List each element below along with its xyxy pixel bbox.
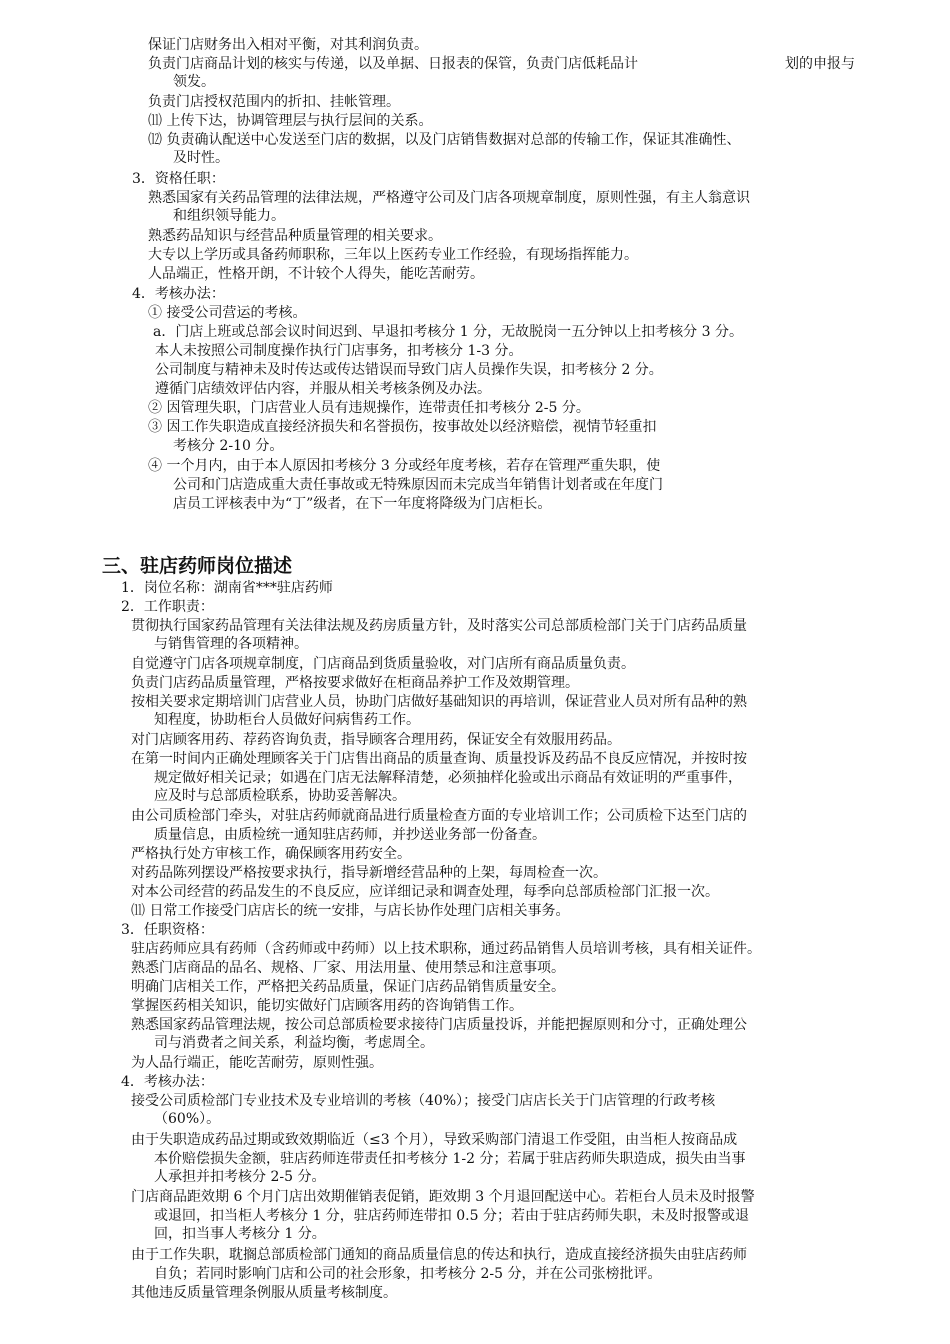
duty-line: 由公司质检部门牵头，对驻店药师就商品进行质量检查方面的专业培训工作；公司质检下达至门店的 [131, 808, 747, 824]
qualification-line: 司与消费者之间关系，利益均衡，考虑周全。 [154, 1035, 434, 1051]
assessment-line: a．门店上班或总部会议时间迟到、早退扣考核分 1 分，无故脱岗一五分钟以上扣考核分 3 分。 [153, 324, 743, 340]
assessment-line: 公司制度与精神未及时传达或传达错误而导致门店人员操作失误，扣考核分 2 分。 [155, 362, 663, 378]
qualification-line: 熟悉药品知识与经营品种质量管理的相关要求。 [148, 228, 442, 244]
duty-line: 对本公司经营的药品发生的不良反应，应详细记录和调查处理，每季向总部质检部门汇报一次。 [131, 884, 719, 900]
duty-line: 质量信息，由质检统一通知驻店药师，并抄送业务部一份备查。 [154, 827, 546, 843]
assessment-line: ① 接受公司营运的考核。 [148, 305, 307, 321]
duty-line: 自觉遵守门店各项规章制度，门店商品到货质量验收，对门店所有商品质量负责。 [131, 656, 635, 672]
subsection-title: 4．考核办法： [121, 1074, 214, 1090]
duty-line: 严格执行处方审核工作，确保顾客用药安全。 [131, 846, 411, 862]
duty-line: 领发。 [173, 74, 215, 90]
section-heading: 三、驻店药师岗位描述 [102, 555, 293, 577]
assessment-line: ③ 因工作失职造成直接经济损失和名誉损伤，按事故处以经济赔偿，视情节轻重扣 [148, 419, 657, 435]
duty-line: 及时性。 [173, 150, 229, 166]
duty-line: 保证门店财务出入相对平衡，对其利润负责。 [148, 37, 428, 53]
qualification-line: 为人品行端正，能吃苦耐劳，原则性强。 [131, 1055, 383, 1071]
assessment-line: 门店商品距效期 6 个月门店出效期催销表促销，距效期 3 个月退回配送中心。若柜台人员未及时报警 [131, 1189, 755, 1205]
duty-line: 规定做好相关记录；如遇在门店无法解释清楚，必须抽样化验或出示商品有效证明的严重事件， [154, 770, 742, 786]
assessment-line: 由于失职造成药品过期或致效期临近（≤3 个月），导致采购部门清退工作受阻，由当柜人按商品成 [131, 1132, 738, 1148]
duty-line: 对门店顾客用药、荐药咨询负责，指导顾客合理用药，保证安全有效服用药品。 [131, 732, 621, 748]
duty-line: 按相关要求定期培训门店营业人员，协助门店做好基础知识的再培训，保证营业人员对所有品种的熟 [131, 694, 747, 710]
assessment-line: （60%）。 [154, 1111, 221, 1127]
qualification-line: 大专以上学历或具备药师职称，三年以上医药专业工作经验，有现场指挥能力。 [148, 247, 638, 263]
duty-line: 在第一时间内正确处理顾客关于门店售出商品的质量查询、质量投诉及药品不良反应情况，并按时按 [131, 751, 747, 767]
duty-line: 划的申报与 [785, 56, 855, 72]
post-name: 1．岗位名称：湖南省***驻店药师 [121, 580, 333, 596]
assessment-line: 人承担并扣考核分 2-5 分。 [154, 1169, 326, 1185]
duty-line: 与销售管理的各项精神。 [154, 636, 308, 652]
duty-line: 贯彻执行国家药品管理有关法律法规及药房质量方针，及时落实公司总部质检部门关于门店药品质量 [131, 618, 747, 634]
qualification-line: 人品端正，性格开朗，不计较个人得失，能吃苦耐劳。 [148, 266, 484, 282]
assessment-line: 考核分 2-10 分。 [173, 438, 284, 454]
assessment-line: 本价赔偿损失金额，驻店药师连带责任扣考核分 1-2 分；若属于驻店药师失职造成，损失由当事 [154, 1151, 746, 1167]
assessment-line: 遵循门店绩效评估内容，并服从相关考核条例及办法。 [155, 381, 491, 397]
duty-line: 应及时与总部质检联系，协助妥善解决。 [154, 788, 406, 804]
duty-line: ⑿ 负责确认配送中心发送至门店的数据，以及门店销售数据对总部的传输工作，保证其准确性、 [148, 132, 741, 148]
qualification-line: 明确门店相关工作，严格把关药品质量，保证门店药品销售质量安全。 [131, 979, 565, 995]
assessment-line: 或退回，扣当柜人考核分 1 分，驻店药师连带扣 0.5 分；若由于驻店药师失职，未及时报警或退 [154, 1208, 749, 1224]
assessment-line: 本人未按照公司制度操作执行门店事务，扣考核分 1-3 分。 [155, 343, 523, 359]
assessment-line: 由于工作失职，耽搁总部质检部门通知的商品质量信息的传达和执行，造成直接经济损失由驻店药师 [131, 1247, 747, 1263]
duty-line: ⑾ 上传下达，协调管理层与执行层间的关系。 [148, 113, 433, 129]
assessment-line: 公司和门店造成重大责任事故或无特殊原因而未完成当年销售计划者或在年度门 [173, 477, 663, 493]
qualification-line: 掌握医药相关知识，能切实做好门店顾客用药的咨询销售工作。 [131, 998, 523, 1014]
subsection-title: 3．任职资格： [121, 922, 214, 938]
subsection-title: 2．工作职责： [121, 599, 214, 615]
duty-line: 知程度，协助柜台人员做好问病售药工作。 [154, 712, 420, 728]
duty-line: 负责门店商品计划的核实与传递，以及单据、日报表的保管，负责门店低耗品计 [148, 56, 638, 72]
assessment-line: 其他违反质量管理条例服从质量考核制度。 [131, 1285, 397, 1301]
duty-line: 负责门店授权范围内的折扣、挂帐管理。 [148, 94, 400, 110]
assessment-line: ④ 一个月内，由于本人原因扣考核分 3 分或经年度考核，若存在管理严重失职，使 [148, 458, 661, 474]
assessment-line: ② 因管理失职，门店营业人员有违规操作，连带责任扣考核分 2-5 分。 [148, 400, 590, 416]
qualification-line: 熟悉国家有关药品管理的法律法规，严格遵守公司及门店各项规章制度，原则性强，有主人翁意识 [148, 190, 750, 206]
subsection-title: 3．资格任职： [132, 171, 225, 187]
duty-line: 负责门店药品质量管理，严格按要求做好在柜商品养护工作及效期管理。 [131, 675, 579, 691]
qualification-line: 驻店药师应具有药师（含药师或中药师）以上技术职称，通过药品销售人员培训考核，具有相关证件。 [131, 941, 761, 957]
assessment-line: 回，扣当事人考核分 1 分。 [154, 1226, 326, 1242]
assessment-line: 接受公司质检部门专业技术及专业培训的考核（40%）；接受门店店长关于门店管理的行政考核 [131, 1093, 716, 1109]
duty-line: 对药品陈列摆设严格按要求执行，指导新增经营品种的上架，每周检查一次。 [131, 865, 607, 881]
subsection-title: 4．考核办法： [132, 286, 225, 302]
qualification-line: 熟悉门店商品的品名、规格、厂家、用法用量、使用禁忌和注意事项。 [131, 960, 565, 976]
qualification-line: 熟悉国家药品管理法规，按公司总部质检要求接待门店质量投诉，并能把握原则和分寸，正确处理公 [131, 1017, 747, 1033]
assessment-line: 自负；若同时影响门店和公司的社会形象，扣考核分 2-5 分，并在公司张榜批评。 [154, 1266, 662, 1282]
assessment-line: 店员工评核表中为“丁”级者，在下一年度将降级为门店柜长。 [173, 496, 552, 512]
qualification-line: 和组织领导能力。 [173, 208, 285, 224]
duty-line: ⑾ 日常工作接受门店店长的统一安排，与店长协作处理门店相关事务。 [131, 903, 570, 919]
